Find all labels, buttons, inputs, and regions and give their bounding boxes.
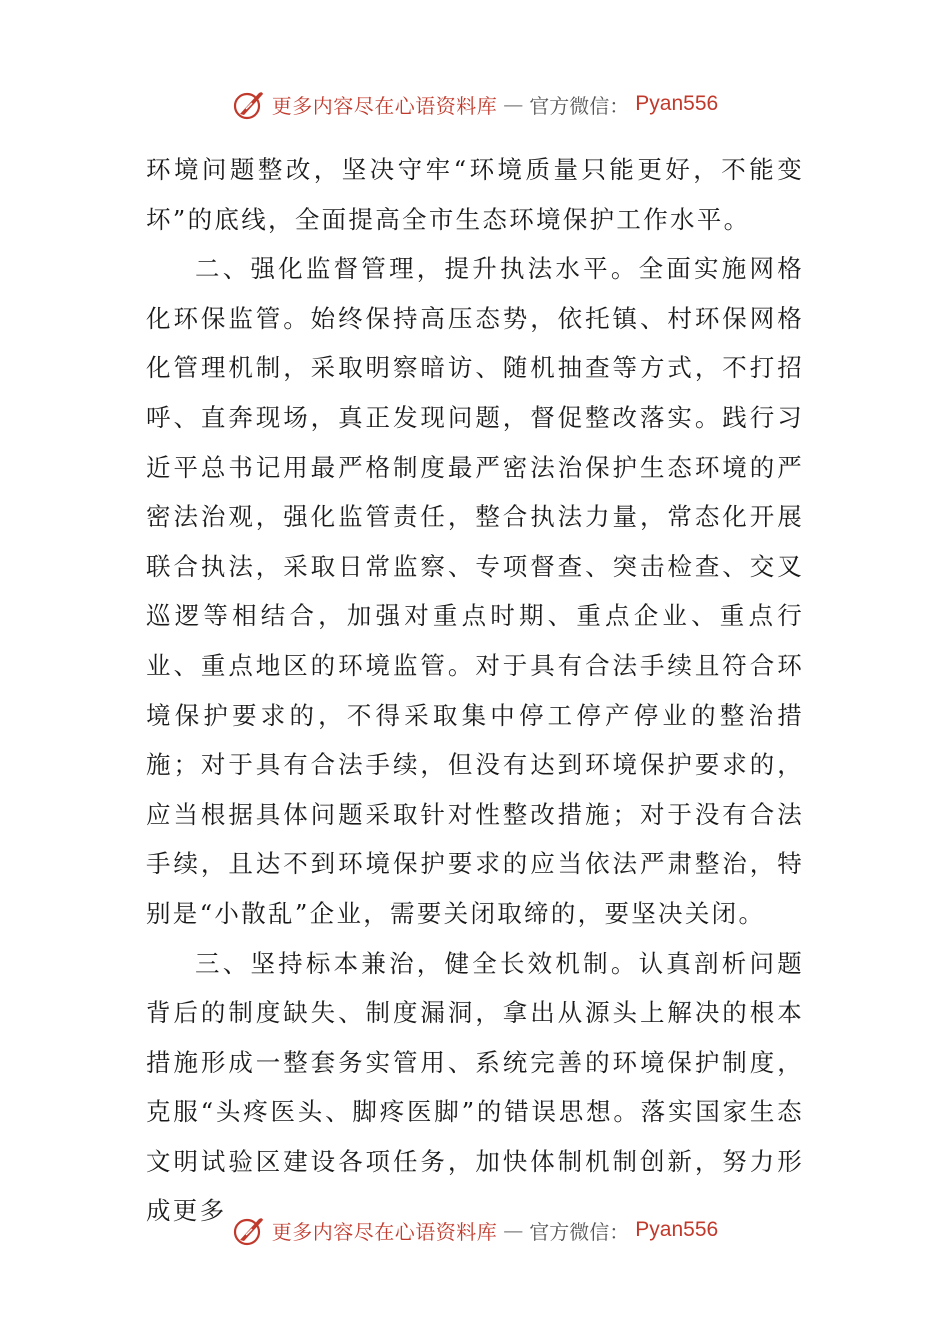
watermark-separator: — [503,1218,524,1242]
document-body [146,145,804,1236]
watermark-wechat-id: Pyan556 [635,1218,719,1241]
paragraph-3: 三、坚持标本兼治，健全长效机制。认真剖析问题背后的制度缺失、制度漏洞，拿出从源头上解决的根本措施形成一整套务实管用、系统完善的环境保护制度，克服“头疼医头、脚疼医脚”的错误思想。落实国家生态文明试验区建设各项任务，加快体制机制创新，努力形成更多 [146,948,804,1226]
paragraph-2: 二、强化监督管理，提升执法水平。全面实施网格化环保监管。始终保持高压态势，依托镇、村环保网格化管理机制，采取明察暗访、随机抽查等方式，不打招呼、直奔现场，真正发现问题，督促整改落实。践行习近平总书记用最严格制度最严密法治保护生态环境的严密法治观，强化监管责任，整合执法力量，常态化开展联合执法，采取日常监察、专项督查、突击检查、交叉巡逻等相结合，加强对重点时期、重点企业、重点行业、重点地区的环境监管。对于具有合法手续且符合环境保护要求的，不得采取集中停工停产停业的整治措施；对于具有合法手续，但没有达到环境保护要求的，应当根据具体问题采取针对性整改措施；对于没有合法手续，且达不到环境保护要求的应当依法严肃整治，特别是“小散乱”企业，需要关闭取缔的，要坚决关闭。 [146,254,804,928]
header-watermark [0,84,950,124]
watermark-wechat-label: 官方微信： [529,93,630,118]
paragraph-1: 环境问题整改，坚决守牢“环境质量只能更好，不能变坏”的底线，全面提高全市生态环境保护工作水平。 [146,155,804,234]
quill-logo-icon [232,1213,266,1247]
footer-watermark [0,1210,950,1250]
watermark-separator: — [503,92,524,116]
watermark-wechat-id: Pyan556 [635,92,719,115]
watermark-text: 更多内容尽在心语资料库 [271,1219,498,1244]
quill-logo-icon [232,87,266,121]
watermark-text: 更多内容尽在心语资料库 [271,93,498,118]
watermark-wechat-label: 官方微信： [529,1219,630,1244]
